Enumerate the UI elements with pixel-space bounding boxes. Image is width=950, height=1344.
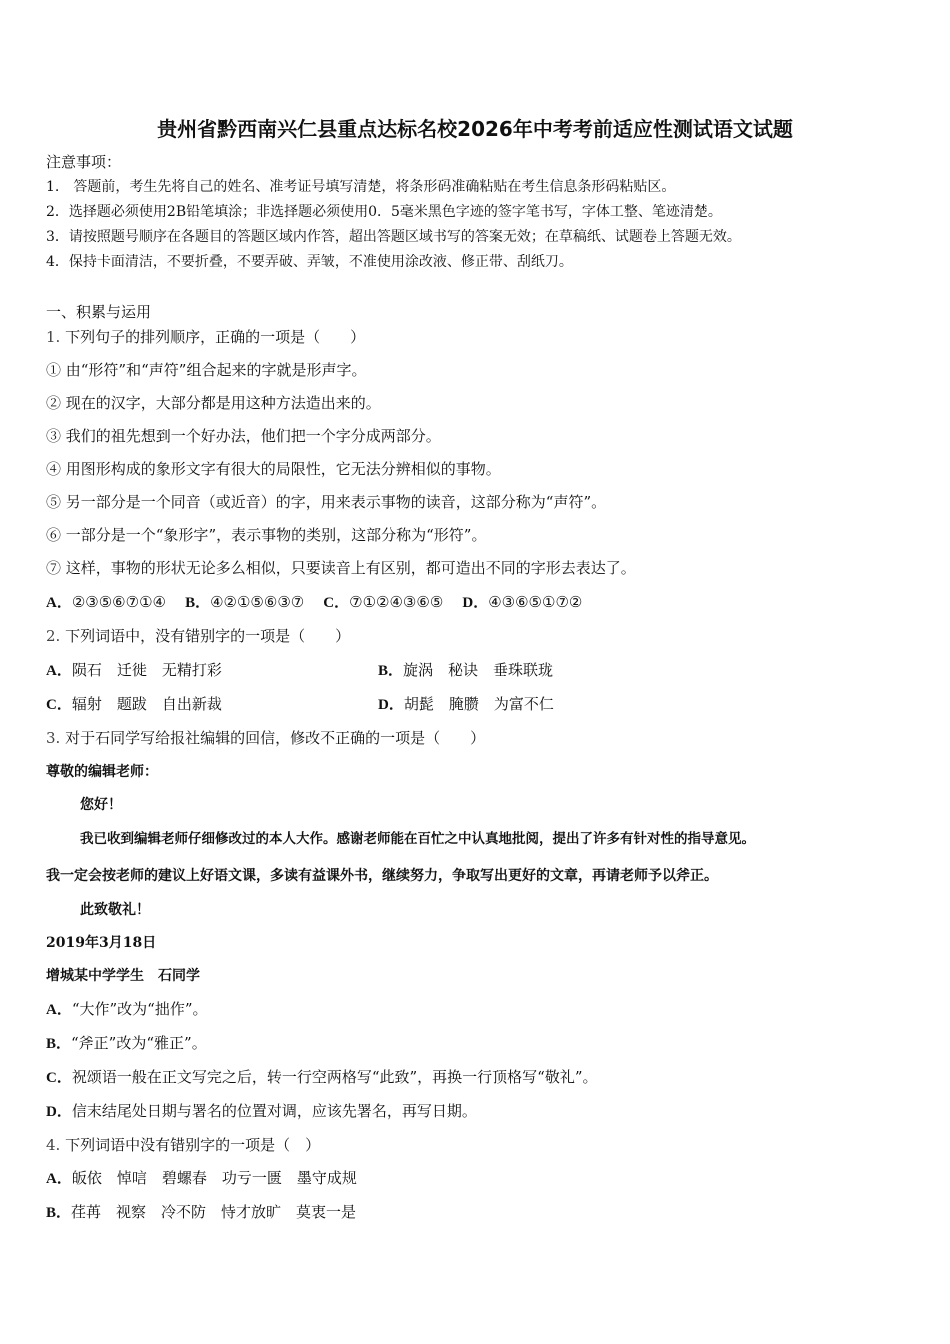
option-a[interactable]: A．②③⑤⑥⑦①④ (46, 593, 166, 611)
notice-item-2: 2．选择题必须使用2B铅笔填涂；非选择题必须使用0．5毫米黑色字迹的签字笔书写，字体工整、笔迹清楚。 (46, 204, 722, 220)
notice-item-3: 3．请按照题号顺序在各题目的答题区域内作答，超出答题区域书写的答案无效；在草稿纸、试题卷上答题无效。 (46, 229, 741, 245)
question-number: 4. (46, 1136, 61, 1154)
sentence-5: ⑤ 另一部分是一个同音（或近音）的字，用来表示事物的读音，这部分称为“声符”。 (46, 493, 607, 511)
letter-greeting: 您好！ (80, 797, 122, 813)
letter-date: 2019年3月18日 (46, 935, 157, 951)
page-title: 贵州省黔西南兴仁县重点达标名校2026年中考考前适应性测试语文试题 (157, 117, 793, 141)
notice-item-4: 4．保持卡面清洁，不要折叠，不要弄破、弄皱，不准使用涂改液、修正带、刮纸刀。 (46, 254, 573, 270)
question-1 (46, 327, 365, 347)
option-b[interactable]: B．旋涡 秘诀 垂珠联珑 (378, 661, 554, 679)
question-number: 1. (46, 328, 61, 346)
notice-item-1: 1. 答题前，考生先将自己的姓名、准考证号填写清楚，将条形码准确粘贴在考生信息条形码粘贴区。 (46, 179, 676, 195)
option-c[interactable]: C．⑦①②④③⑥⑤ (323, 593, 444, 611)
question-stem: 下列句子的排列顺序，正确的一项是（ ） (65, 328, 366, 346)
question-stem: 对于石同学写给报社编辑的回信，修改不正确的一项是（ ） (65, 729, 486, 747)
sentence-2: ② 现在的汉字，大部分都是用这种方法造出来的。 (46, 394, 381, 412)
option-d[interactable]: D．④③⑥⑤①⑦② (462, 593, 583, 611)
section-heading: 一、积累与运用 (46, 303, 152, 321)
option-d[interactable]: D．信末结尾处日期与署名的位置对调，应该先署名，再写日期。 (46, 1102, 477, 1120)
option-c[interactable]: C．祝颂语一般在正文写完之后，转一行空两格写“此致”，再换一行顶格写“敬礼”。 (46, 1068, 598, 1086)
question-4 (46, 1135, 320, 1155)
option-a[interactable]: A．陨石 迁徙 无精打彩 (46, 661, 222, 679)
sentence-3: ③ 我们的祖先想到一个好办法，他们把一个字分成两部分。 (46, 427, 441, 445)
sentence-4: ④ 用图形构成的象形文字有很大的局限性，它无法分辨相似的事物。 (46, 460, 501, 478)
letter-body-2: 我一定会按老师的建议上好语文课，多读有益课外书，继续努力，争取写出更好的文章，再请老师予以斧正。 (46, 868, 718, 884)
option-b[interactable]: B．④②①⑤⑥③⑦ (185, 593, 305, 611)
q2-options-row-1 (46, 660, 846, 681)
option-a[interactable]: A．皈依 悼唁 碧螺春 功亏一匮 墨守成规 (46, 1169, 357, 1187)
q1-options (46, 592, 582, 613)
option-b[interactable]: B．“斧正”改为“雅正”。 (46, 1034, 207, 1052)
letter-signature: 增城某中学学生 石同学 (46, 968, 200, 984)
question-3 (46, 728, 485, 748)
letter-closing: 此致敬礼！ (80, 902, 150, 918)
question-number: 2. (46, 627, 61, 645)
letter-body-1: 我已收到编辑老师仔细修改过的本人大作。感谢老师能在百忙之中认真地批阅，提出了许多有针对性的指导意见。 (80, 831, 755, 847)
sentence-1: ① 由“形符”和“声符”组合起来的字就是形声字。 (46, 361, 367, 379)
option-b[interactable]: B．荏苒 视察 冷不防 恃才放旷 莫衷一是 (46, 1203, 357, 1221)
question-stem: 下列词语中，没有错别字的一项是（ ） (65, 627, 351, 645)
option-a[interactable]: A．“大作”改为“拙作”。 (46, 1000, 208, 1018)
notice-heading: 注意事项： (46, 153, 122, 171)
option-d[interactable]: D．胡髭 腌臜 为富不仁 (378, 695, 554, 713)
sentence-7: ⑦ 这样，事物的形状无论多么相似，只要读音上有区别，都可造出不同的字形去表达了。 (46, 559, 636, 577)
question-number: 3. (46, 729, 61, 747)
question-2 (46, 626, 350, 646)
q2-options-row-2 (46, 694, 846, 715)
sentence-6: ⑥ 一部分是一个“象形字”，表示事物的类别，这部分称为“形符”。 (46, 526, 487, 544)
letter-salutation: 尊敬的编辑老师： (46, 764, 158, 780)
option-c[interactable]: C．辐射 题跋 自出新裁 (46, 695, 222, 713)
question-stem: 下列词语中没有错别字的一项是（ ） (65, 1136, 321, 1154)
